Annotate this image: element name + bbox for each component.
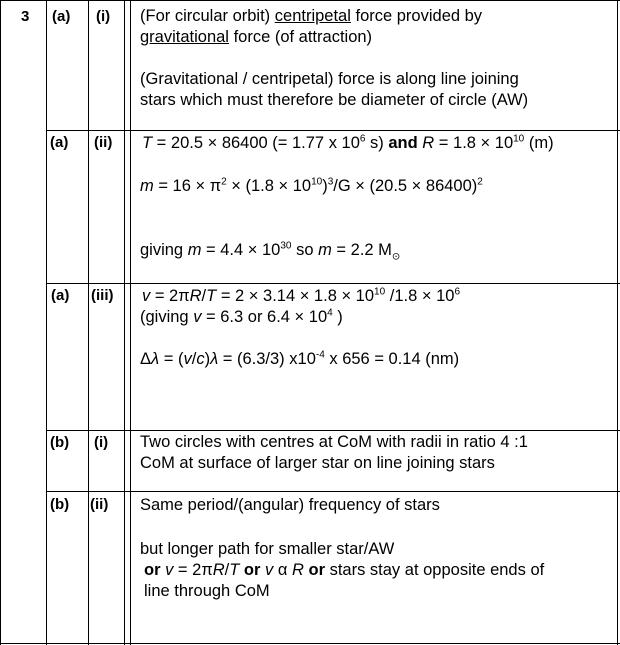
subpart-label: (ii) xyxy=(90,496,109,513)
answer-line: but longer path for smaller star/AW xyxy=(140,540,395,558)
answer-line: (Gravitational / centripetal) force is along line joining xyxy=(140,70,519,88)
subpart-label: (iii) xyxy=(91,287,114,304)
subpart-label: (i) xyxy=(94,434,109,451)
answer-line-mass-result: giving $m = 4.4 \times 10^{30}$ so m = 2.2 $M_⊙$ xyxy=(140,240,401,263)
column-divider xyxy=(124,0,125,645)
answer-line: Two circles with centres at CoM with radii in ratio 4 :1 xyxy=(140,433,528,451)
answer-line-velocity-value: (giving v = 6.3 or $6.4 \times 10^4$ ) xyxy=(140,307,343,326)
column-divider xyxy=(46,0,47,645)
question-number: 3 xyxy=(21,8,30,25)
answer-line-mass-equation: $m = 16 \times \pi^2 \times (1.8 \times 10^{10})^3/G \times (20.5 \times 86400)^2$ xyxy=(140,176,483,195)
row-divider xyxy=(46,491,620,492)
answer-line: stars which must therefore be diameter of circle (AW) xyxy=(140,91,529,109)
part-label: (a) xyxy=(50,134,69,151)
column-divider xyxy=(88,0,89,645)
answer-line: CoM at surface of larger star on line joining stars xyxy=(140,454,495,472)
answer-line: gravitational force (of attraction) xyxy=(140,28,373,46)
table-border-left xyxy=(0,0,1,645)
part-label: (b) xyxy=(50,496,70,513)
answer-line-period-radius: T = 20.5 × 86400 (= 1.77 x $10^6$ s) and $R = 1.8 \times 10^{10}$ (m) xyxy=(142,133,554,152)
row-divider xyxy=(46,283,620,284)
row-divider xyxy=(46,130,620,131)
part-label: (a) xyxy=(52,8,71,25)
part-label: (b) xyxy=(50,434,70,451)
table-border-top xyxy=(0,0,620,1)
answer-line-velocity: $v = 2\pi R/T = 2 \times 3.14 \times 1.8 \times 10^{10}$ $/1.8 \times 10^6$ xyxy=(142,286,460,305)
answer-line-doppler-shift: Δλ = (v/c)λ = (6.3/3) $x10^{-4}$ x 656 = 0.14 (nm) xyxy=(140,349,460,368)
subpart-label: (i) xyxy=(96,8,111,25)
table-border-right xyxy=(617,0,618,645)
answer-line: Same period/(angular) frequency of stars xyxy=(140,496,440,514)
answer-line: (For circular orbit) centripetal force provided by xyxy=(140,7,483,25)
answer-line: line through CoM xyxy=(144,582,270,600)
row-divider xyxy=(46,430,620,431)
subpart-label: (ii) xyxy=(94,134,113,151)
table-border-bottom xyxy=(0,643,620,644)
answer-line-alternatives: or v = 2πR/T or v α R or stars stay at opposite ends of xyxy=(144,561,545,579)
part-label: (a) xyxy=(51,287,70,304)
column-divider xyxy=(130,0,131,645)
